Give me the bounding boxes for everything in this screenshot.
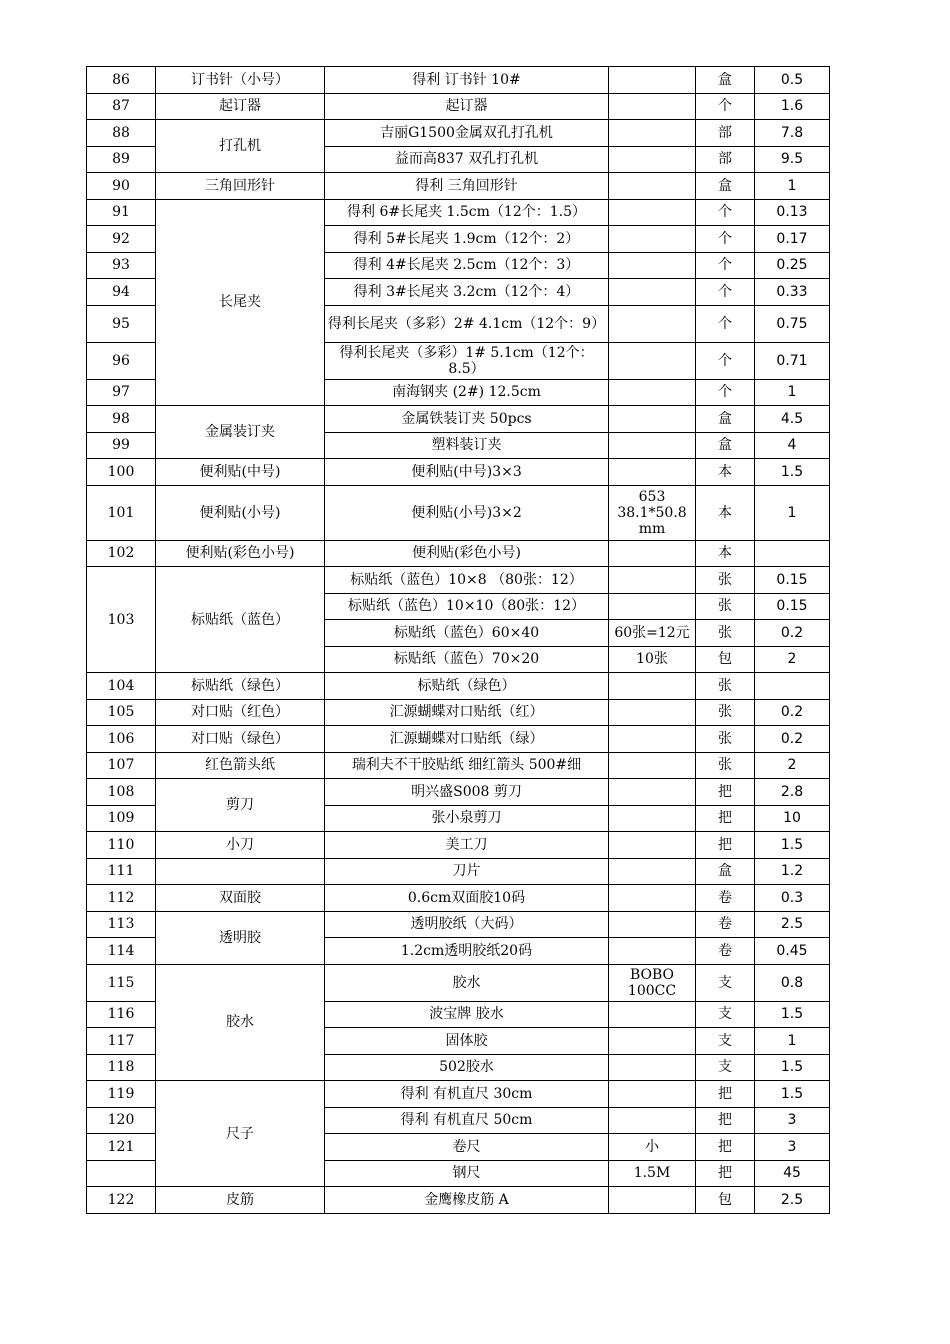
row-number: 99 — [87, 432, 156, 459]
item-spec: 明兴盛S008 剪刀 — [325, 779, 609, 806]
stationery-price-table — [86, 66, 830, 1214]
item-category: 打孔机 — [156, 120, 325, 173]
row-number: 100 — [87, 459, 156, 486]
item-category: 标贴纸（蓝色） — [156, 567, 325, 673]
item-unit: 盒 — [696, 432, 755, 459]
item-category: 红色箭头纸 — [156, 752, 325, 779]
item-unit: 个 — [696, 379, 755, 406]
item-spec: 标贴纸（蓝色）10×10（80张：12） — [325, 593, 609, 620]
row-number: 106 — [87, 726, 156, 753]
item-unit: 本 — [696, 485, 755, 540]
item-price: 1 — [755, 1028, 830, 1055]
table-row — [87, 726, 830, 753]
item-category: 双面胶 — [156, 885, 325, 912]
item-price: 0.33 — [755, 279, 830, 306]
row-number: 90 — [87, 173, 156, 200]
row-number: 87 — [87, 93, 156, 120]
row-number: 97 — [87, 379, 156, 406]
item-price: 0.45 — [755, 938, 830, 965]
table-row — [87, 93, 830, 120]
item-price: 1.5 — [755, 1001, 830, 1028]
row-number: 117 — [87, 1028, 156, 1055]
row-number: 113 — [87, 911, 156, 938]
row-number: 115 — [87, 964, 156, 1001]
item-price: 9.5 — [755, 146, 830, 173]
item-price: 0.3 — [755, 885, 830, 912]
item-spec: 起订器 — [325, 93, 609, 120]
item-note — [609, 938, 696, 965]
item-price: 2.5 — [755, 1187, 830, 1214]
item-note — [609, 1028, 696, 1055]
item-note — [609, 885, 696, 912]
item-spec: 吉丽G1500金属双孔打孔机 — [325, 120, 609, 147]
item-spec: 标贴纸（蓝色）70×20 — [325, 646, 609, 673]
item-note — [609, 540, 696, 567]
item-note — [609, 342, 696, 379]
table-row — [87, 567, 830, 594]
item-price: 2.8 — [755, 779, 830, 806]
table-row — [87, 779, 830, 806]
table-row — [87, 406, 830, 433]
item-note — [609, 146, 696, 173]
item-spec: 得利 有机直尺 50cm — [325, 1107, 609, 1134]
table-row — [87, 964, 830, 1001]
item-spec: 金属铁装订夹 50pcs — [325, 406, 609, 433]
row-number: 98 — [87, 406, 156, 433]
row-number: 96 — [87, 342, 156, 379]
item-price: 1.5 — [755, 832, 830, 859]
item-unit: 个 — [696, 305, 755, 342]
item-spec: 张小泉剪刀 — [325, 805, 609, 832]
item-unit: 卷 — [696, 938, 755, 965]
item-spec: 得利 3#长尾夹 3.2cm（12个：4） — [325, 279, 609, 306]
row-number: 119 — [87, 1081, 156, 1108]
item-unit: 张 — [696, 752, 755, 779]
item-unit: 支 — [696, 1001, 755, 1028]
item-spec: 标贴纸（蓝色）60×40 — [325, 620, 609, 647]
item-price: 2 — [755, 752, 830, 779]
item-price: 1.5 — [755, 459, 830, 486]
item-note: 60张=12元 — [609, 620, 696, 647]
item-spec: 1.2cm透明胶纸20码 — [325, 938, 609, 965]
item-note — [609, 726, 696, 753]
item-unit: 把 — [696, 779, 755, 806]
item-price: 1.5 — [755, 1054, 830, 1081]
item-spec: 得利 4#长尾夹 2.5cm（12个：3） — [325, 252, 609, 279]
table-row — [87, 173, 830, 200]
row-number: 105 — [87, 699, 156, 726]
row-number: 108 — [87, 779, 156, 806]
item-note — [609, 459, 696, 486]
item-spec: 固体胶 — [325, 1028, 609, 1055]
item-category: 剪刀 — [156, 779, 325, 832]
item-note — [609, 120, 696, 147]
table-row — [87, 699, 830, 726]
row-number: 88 — [87, 120, 156, 147]
item-note — [609, 805, 696, 832]
item-spec: 瑞利夫不干胶贴纸 细红箭头 500#细 — [325, 752, 609, 779]
item-category: 便利贴(中号) — [156, 459, 325, 486]
item-spec: 益而高837 双孔打孔机 — [325, 146, 609, 173]
item-unit: 支 — [696, 1028, 755, 1055]
item-unit: 把 — [696, 1107, 755, 1134]
item-unit: 盒 — [696, 67, 755, 94]
item-price: 0.25 — [755, 252, 830, 279]
table-row — [87, 540, 830, 567]
item-note — [609, 1054, 696, 1081]
item-spec: 美工刀 — [325, 832, 609, 859]
item-note — [609, 779, 696, 806]
table-row — [87, 858, 830, 885]
item-category: 长尾夹 — [156, 199, 325, 406]
row-number: 118 — [87, 1054, 156, 1081]
item-spec: 得利 5#长尾夹 1.9cm（12个：2） — [325, 226, 609, 253]
item-spec: 得利 三角回形针 — [325, 173, 609, 200]
row-number: 94 — [87, 279, 156, 306]
item-price: 1.2 — [755, 858, 830, 885]
item-unit: 个 — [696, 342, 755, 379]
table-row — [87, 1187, 830, 1214]
row-number: 109 — [87, 805, 156, 832]
row-number: 122 — [87, 1187, 156, 1214]
item-price: 0.2 — [755, 699, 830, 726]
item-note — [609, 752, 696, 779]
item-note — [609, 379, 696, 406]
item-unit: 部 — [696, 120, 755, 147]
table-row — [87, 885, 830, 912]
item-spec: 透明胶纸（大码） — [325, 911, 609, 938]
item-price: 0.13 — [755, 199, 830, 226]
item-price: 1.6 — [755, 93, 830, 120]
item-note — [609, 673, 696, 700]
item-spec: 南海钢夹 (2#) 12.5cm — [325, 379, 609, 406]
item-unit: 张 — [696, 620, 755, 647]
item-unit: 本 — [696, 459, 755, 486]
item-note — [609, 67, 696, 94]
item-spec: 便利贴(彩色小号) — [325, 540, 609, 567]
item-note — [609, 593, 696, 620]
item-spec: 便利贴(小号)3×2 — [325, 485, 609, 540]
item-unit: 个 — [696, 226, 755, 253]
item-price: 0.75 — [755, 305, 830, 342]
table-row — [87, 199, 830, 226]
item-spec: 钢尺 — [325, 1160, 609, 1187]
item-spec: 波宝牌 胶水 — [325, 1001, 609, 1028]
row-number: 103 — [87, 567, 156, 673]
item-spec: 塑料装订夹 — [325, 432, 609, 459]
item-spec: 胶水 — [325, 964, 609, 1001]
item-price: 0.5 — [755, 67, 830, 94]
item-note — [609, 1001, 696, 1028]
item-category: 金属装订夹 — [156, 406, 325, 459]
item-note — [609, 252, 696, 279]
item-unit: 把 — [696, 1160, 755, 1187]
item-unit: 张 — [696, 699, 755, 726]
item-note — [609, 279, 696, 306]
item-unit: 把 — [696, 832, 755, 859]
item-price: 4.5 — [755, 406, 830, 433]
item-note — [609, 173, 696, 200]
item-unit: 把 — [696, 1081, 755, 1108]
item-unit: 支 — [696, 964, 755, 1001]
item-note — [609, 93, 696, 120]
item-note — [609, 699, 696, 726]
item-note — [609, 832, 696, 859]
item-unit: 张 — [696, 593, 755, 620]
item-category: 三角回形针 — [156, 173, 325, 200]
item-note — [609, 1107, 696, 1134]
item-price: 1 — [755, 485, 830, 540]
item-unit: 卷 — [696, 911, 755, 938]
item-price: 7.8 — [755, 120, 830, 147]
row-number: 116 — [87, 1001, 156, 1028]
item-price: 0.71 — [755, 342, 830, 379]
row-number: 102 — [87, 540, 156, 567]
item-note — [609, 858, 696, 885]
item-category: 起订器 — [156, 93, 325, 120]
item-note: BOBO 100CC — [609, 964, 696, 1001]
item-spec: 卷尺 — [325, 1134, 609, 1161]
item-price: 0.2 — [755, 726, 830, 753]
item-unit: 支 — [696, 1054, 755, 1081]
row-number: 101 — [87, 485, 156, 540]
item-spec: 得利 有机直尺 30cm — [325, 1081, 609, 1108]
table-row — [87, 752, 830, 779]
item-unit: 卷 — [696, 885, 755, 912]
item-unit: 包 — [696, 646, 755, 673]
item-spec: 得利长尾夹（多彩）2# 4.1cm（12个：9） — [325, 305, 609, 342]
item-unit: 包 — [696, 1187, 755, 1214]
item-price: 1 — [755, 173, 830, 200]
item-spec: 汇源蝴蝶对口贴纸（红） — [325, 699, 609, 726]
item-note — [609, 226, 696, 253]
item-unit: 盒 — [696, 858, 755, 885]
item-spec: 标贴纸（蓝色）10×8 （80张：12） — [325, 567, 609, 594]
row-number: 110 — [87, 832, 156, 859]
item-spec: 汇源蝴蝶对口贴纸（绿） — [325, 726, 609, 753]
item-unit: 个 — [696, 93, 755, 120]
row-number: 92 — [87, 226, 156, 253]
table-row — [87, 67, 830, 94]
item-spec: 金鹰橡皮筋 A — [325, 1187, 609, 1214]
item-note: 10张 — [609, 646, 696, 673]
item-unit: 把 — [696, 1134, 755, 1161]
item-price — [755, 540, 830, 567]
item-price: 1 — [755, 379, 830, 406]
item-note — [609, 432, 696, 459]
row-number: 121 — [87, 1134, 156, 1161]
item-category: 便利贴(彩色小号) — [156, 540, 325, 567]
item-category: 订书针（小号） — [156, 67, 325, 94]
table-row — [87, 1081, 830, 1108]
item-unit: 部 — [696, 146, 755, 173]
row-number: 120 — [87, 1107, 156, 1134]
item-note — [609, 567, 696, 594]
row-number: 93 — [87, 252, 156, 279]
item-note — [609, 1081, 696, 1108]
item-price: 0.15 — [755, 593, 830, 620]
item-note — [609, 199, 696, 226]
row-number: 86 — [87, 67, 156, 94]
item-category: 小刀 — [156, 832, 325, 859]
row-number: 112 — [87, 885, 156, 912]
item-category: 便利贴(小号) — [156, 485, 325, 540]
row-number: 111 — [87, 858, 156, 885]
item-category: 尺子 — [156, 1081, 325, 1187]
item-price: 2.5 — [755, 911, 830, 938]
item-price: 4 — [755, 432, 830, 459]
item-price: 0.8 — [755, 964, 830, 1001]
item-note: 1.5M — [609, 1160, 696, 1187]
item-price: 1.5 — [755, 1081, 830, 1108]
item-unit: 盒 — [696, 406, 755, 433]
item-category: 对口贴（绿色） — [156, 726, 325, 753]
item-note — [609, 1187, 696, 1214]
item-unit: 盒 — [696, 173, 755, 200]
table-row — [87, 120, 830, 147]
item-price — [755, 673, 830, 700]
item-unit: 个 — [696, 279, 755, 306]
item-spec: 0.6cm双面胶10码 — [325, 885, 609, 912]
item-price: 10 — [755, 805, 830, 832]
item-unit: 把 — [696, 805, 755, 832]
item-price: 3 — [755, 1107, 830, 1134]
item-spec: 得利 6#长尾夹 1.5cm（12个：1.5） — [325, 199, 609, 226]
item-note — [609, 406, 696, 433]
item-category: 皮筋 — [156, 1187, 325, 1214]
table-row — [87, 459, 830, 486]
row-number: 95 — [87, 305, 156, 342]
item-spec: 502胶水 — [325, 1054, 609, 1081]
table-row — [87, 832, 830, 859]
row-number: 89 — [87, 146, 156, 173]
item-category: 标贴纸（绿色） — [156, 673, 325, 700]
table-row — [87, 485, 830, 540]
item-spec: 便利贴(中号)3×3 — [325, 459, 609, 486]
item-note — [609, 911, 696, 938]
item-note: 小 — [609, 1134, 696, 1161]
item-price: 45 — [755, 1160, 830, 1187]
item-category: 透明胶 — [156, 911, 325, 964]
row-number: 91 — [87, 199, 156, 226]
item-category: 胶水 — [156, 964, 325, 1081]
item-category — [156, 858, 325, 885]
item-price: 0.17 — [755, 226, 830, 253]
row-number: 114 — [87, 938, 156, 965]
item-price: 2 — [755, 646, 830, 673]
item-price: 0.15 — [755, 567, 830, 594]
item-unit: 本 — [696, 540, 755, 567]
row-number: 104 — [87, 673, 156, 700]
item-price: 3 — [755, 1134, 830, 1161]
item-note: 653 38.1*50.8 mm — [609, 485, 696, 540]
item-price: 0.2 — [755, 620, 830, 647]
item-spec: 得利长尾夹（多彩）1# 5.1cm（12个：8.5） — [325, 342, 609, 379]
table-row — [87, 673, 830, 700]
item-unit: 张 — [696, 673, 755, 700]
item-note — [609, 305, 696, 342]
item-spec: 得利 订书针 10# — [325, 67, 609, 94]
item-spec: 刀片 — [325, 858, 609, 885]
item-unit: 张 — [696, 726, 755, 753]
item-spec: 标贴纸（绿色） — [325, 673, 609, 700]
item-unit: 个 — [696, 252, 755, 279]
item-unit: 张 — [696, 567, 755, 594]
row-number — [87, 1160, 156, 1187]
row-number: 107 — [87, 752, 156, 779]
item-unit: 个 — [696, 199, 755, 226]
table-row — [87, 911, 830, 938]
item-category: 对口贴（红色） — [156, 699, 325, 726]
